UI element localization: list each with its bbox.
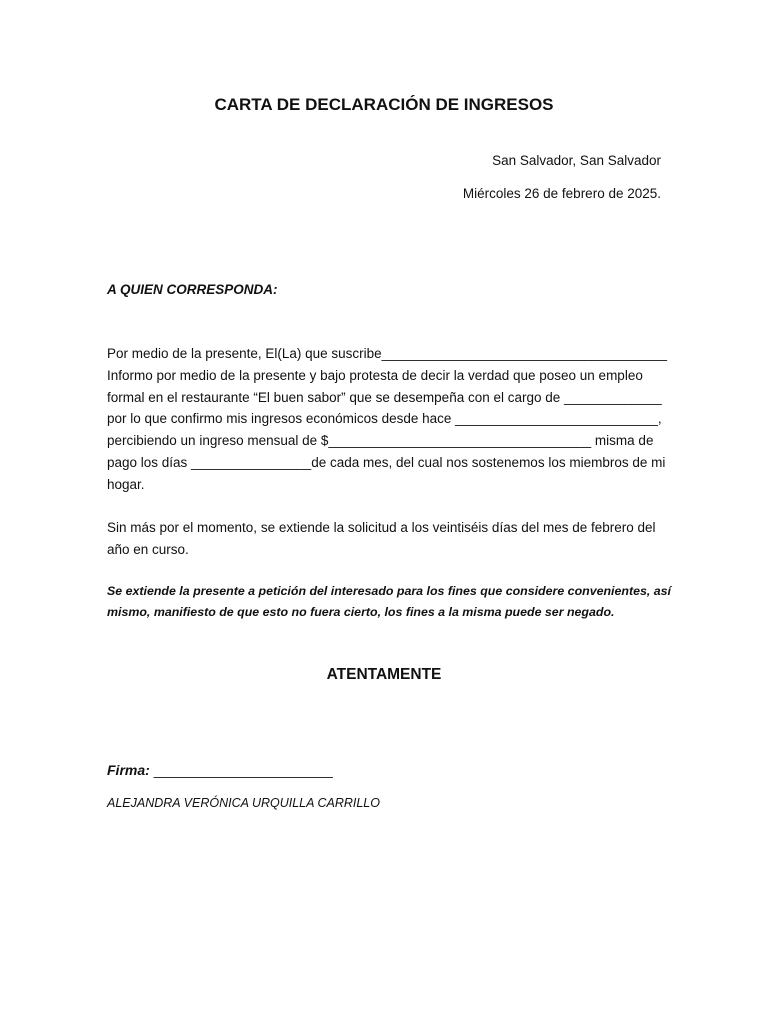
paragraph-request: [107, 517, 663, 561]
paragraph-line: Se extiende la presente a petición del interesado para los fines que considere convenientes, así: [107, 584, 671, 598]
paragraph-declaration: [107, 343, 667, 496]
paragraph-line: hogar.: [107, 476, 145, 492]
place-line: San Salvador, San Salvador: [492, 153, 661, 168]
paragraph-line: Sin más por el momento, se extiende la solicitud a los veintiséis días del mes de febrero del: [107, 520, 656, 535]
paragraph-line: percibiendo un ingreso mensual de $___________________________________ misma de: [107, 433, 654, 449]
paragraph-line: pago los días ________________de cada mes, del cual nos sostenemos los miembros de mi: [107, 454, 666, 470]
date-line: Miércoles 26 de febrero de 2025.: [462, 186, 661, 201]
paragraph-line: Informo por medio de la presente y bajo protesta de decir la verdad que poseo un empleo: [107, 367, 643, 383]
paragraph-line: por lo que confirmo mis ingresos económicos desde hace ___________________________,: [107, 411, 662, 427]
paragraph-line: mismo, manifiesto de que esto no fuera cierto, los fines a la misma puede ser negado.: [107, 605, 615, 619]
document-title: CARTA DE DECLARACIÓN DE INGRESOS: [214, 95, 554, 114]
paragraph-line: año en curso.: [107, 541, 189, 557]
salutation: A QUIEN CORRESPONDA:: [107, 282, 278, 297]
paragraph-line: Por medio de la presente, El(La) que suscribe______________________________________: [107, 346, 667, 361]
signer-name: ALEJANDRA VERÓNICA URQUILLA CARRILLO: [107, 796, 380, 810]
signature-line: [107, 760, 333, 780]
closing-heading: ATENTAMENTE: [326, 666, 442, 683]
signature-label: Firma:: [107, 762, 150, 778]
paragraph-line: formal en el restaurante “El buen sabor” que se desempeña con el cargo de _____________: [107, 389, 662, 405]
signature-blank: _______________________: [153, 762, 333, 778]
paragraph-disclaimer: [107, 581, 671, 623]
